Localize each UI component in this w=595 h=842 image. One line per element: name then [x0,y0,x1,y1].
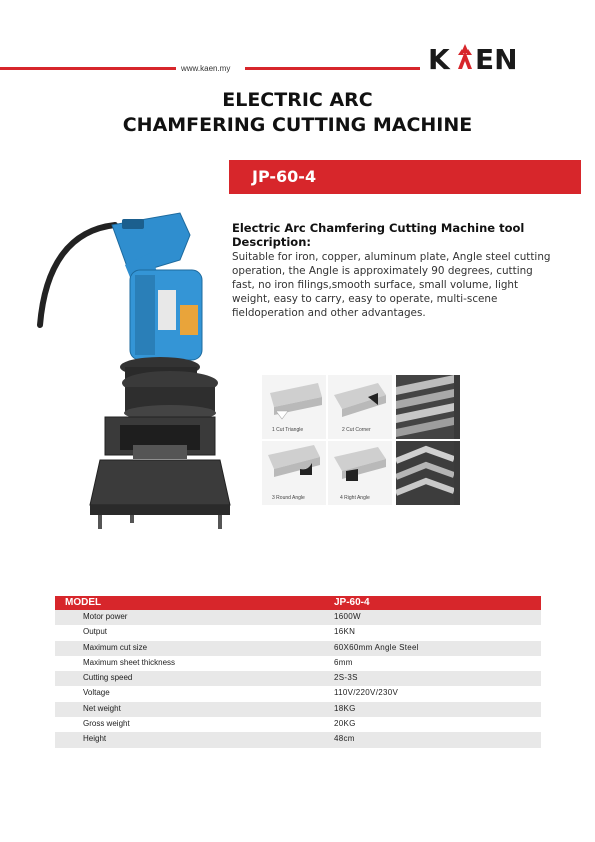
table-row [55,717,541,732]
spec-value: 110V/220V/230V [334,688,399,698]
sample-right-angle [328,441,392,505]
page-title [0,88,595,138]
spec-label: Output [83,627,108,637]
table-row [55,610,541,625]
sample-round-angle [262,441,326,505]
sample-cut-triangle [262,375,326,439]
table-row [55,732,541,747]
spec-value: 2S-3S [334,673,358,683]
spec-value: 48cm [334,734,355,744]
caption-number-3: 3 [272,495,275,501]
caption-number-2: 2 [342,427,345,433]
spec-label: Motor power [83,612,128,621]
caption-cut-triangle [272,427,303,433]
svg-text:EN: EN [475,43,518,76]
spec-label: Height [83,734,107,744]
table-row [55,656,541,671]
header-rule-left [0,67,176,70]
model-banner [229,160,581,194]
spec-label: Cutting speed [83,673,133,683]
spec-value: 20KG [334,719,356,729]
spec-value: 18KG [334,703,356,713]
angle-bars-photo [396,375,454,439]
header-rule-right [245,67,420,70]
title-line-1: ELECTRIC ARC [222,89,373,111]
spec-value: 1600W [334,612,361,621]
sample-cuts-panel [262,375,454,505]
caption-cut-corner [342,427,371,433]
angle-profiles-photo [396,441,454,505]
caption-number-4: 4 [340,495,343,501]
sample-photo-angle-bars [396,375,460,439]
description-heading-line-1: Electric Arc Chamfering Cutting Machine tool [232,221,525,235]
table-row [55,625,541,640]
kaen-logo-mark [428,41,528,77]
spec-value: 60X60mm Angle Steel [334,642,419,652]
spec-header-value: JP-60-4 [334,597,370,608]
spec-value: 6mm [334,657,353,667]
caption-text-4: Right Angle [344,495,370,501]
brand-logo [428,41,528,77]
table-row [55,671,541,686]
table-row [55,641,541,656]
caption-text-3: Round Angle [276,495,305,501]
svg-text:K: K [428,43,450,76]
caption-text-2: Cut Corner [346,427,371,433]
title-line-2: CHAMFERING CUTTING MACHINE [122,114,473,136]
model-banner-label: JP-60-4 [252,167,317,186]
spec-label: Maximum cut size [83,642,148,652]
spec-label: Net weight [83,703,121,713]
caption-round-angle [272,495,305,501]
description-heading-line-2: Description: [232,235,311,249]
spec-label: Voltage [83,688,110,698]
caption-number-1: 1 [272,427,275,433]
description-body: Suitable for iron, copper, aluminum plate, Angle steel cutting operation, the Angle is approximately 90 degrees, cutting fast, no iron filings,smooth surface, small volume, light weight, easy to carry, easy to operate, multi-scene fieldoperation and other advantages. [232,251,551,319]
spec-label: Maximum sheet thickness [83,657,176,667]
caption-right-angle [340,495,370,501]
sample-cut-corner [328,375,392,439]
table-row [55,702,541,717]
spec-table [55,596,541,748]
sample-photo-angle-profiles [396,441,460,505]
spec-value: 16KN [334,627,356,637]
spec-table-header [55,596,541,610]
caption-text-1: Cut Triangle [276,427,304,433]
description-heading [232,221,562,249]
machine-image [30,205,245,535]
table-row [55,686,541,701]
website-url[interactable]: www.kaen.my [181,64,231,73]
spec-header-label: MODEL [65,597,102,608]
spec-label: Gross weight [83,719,130,729]
